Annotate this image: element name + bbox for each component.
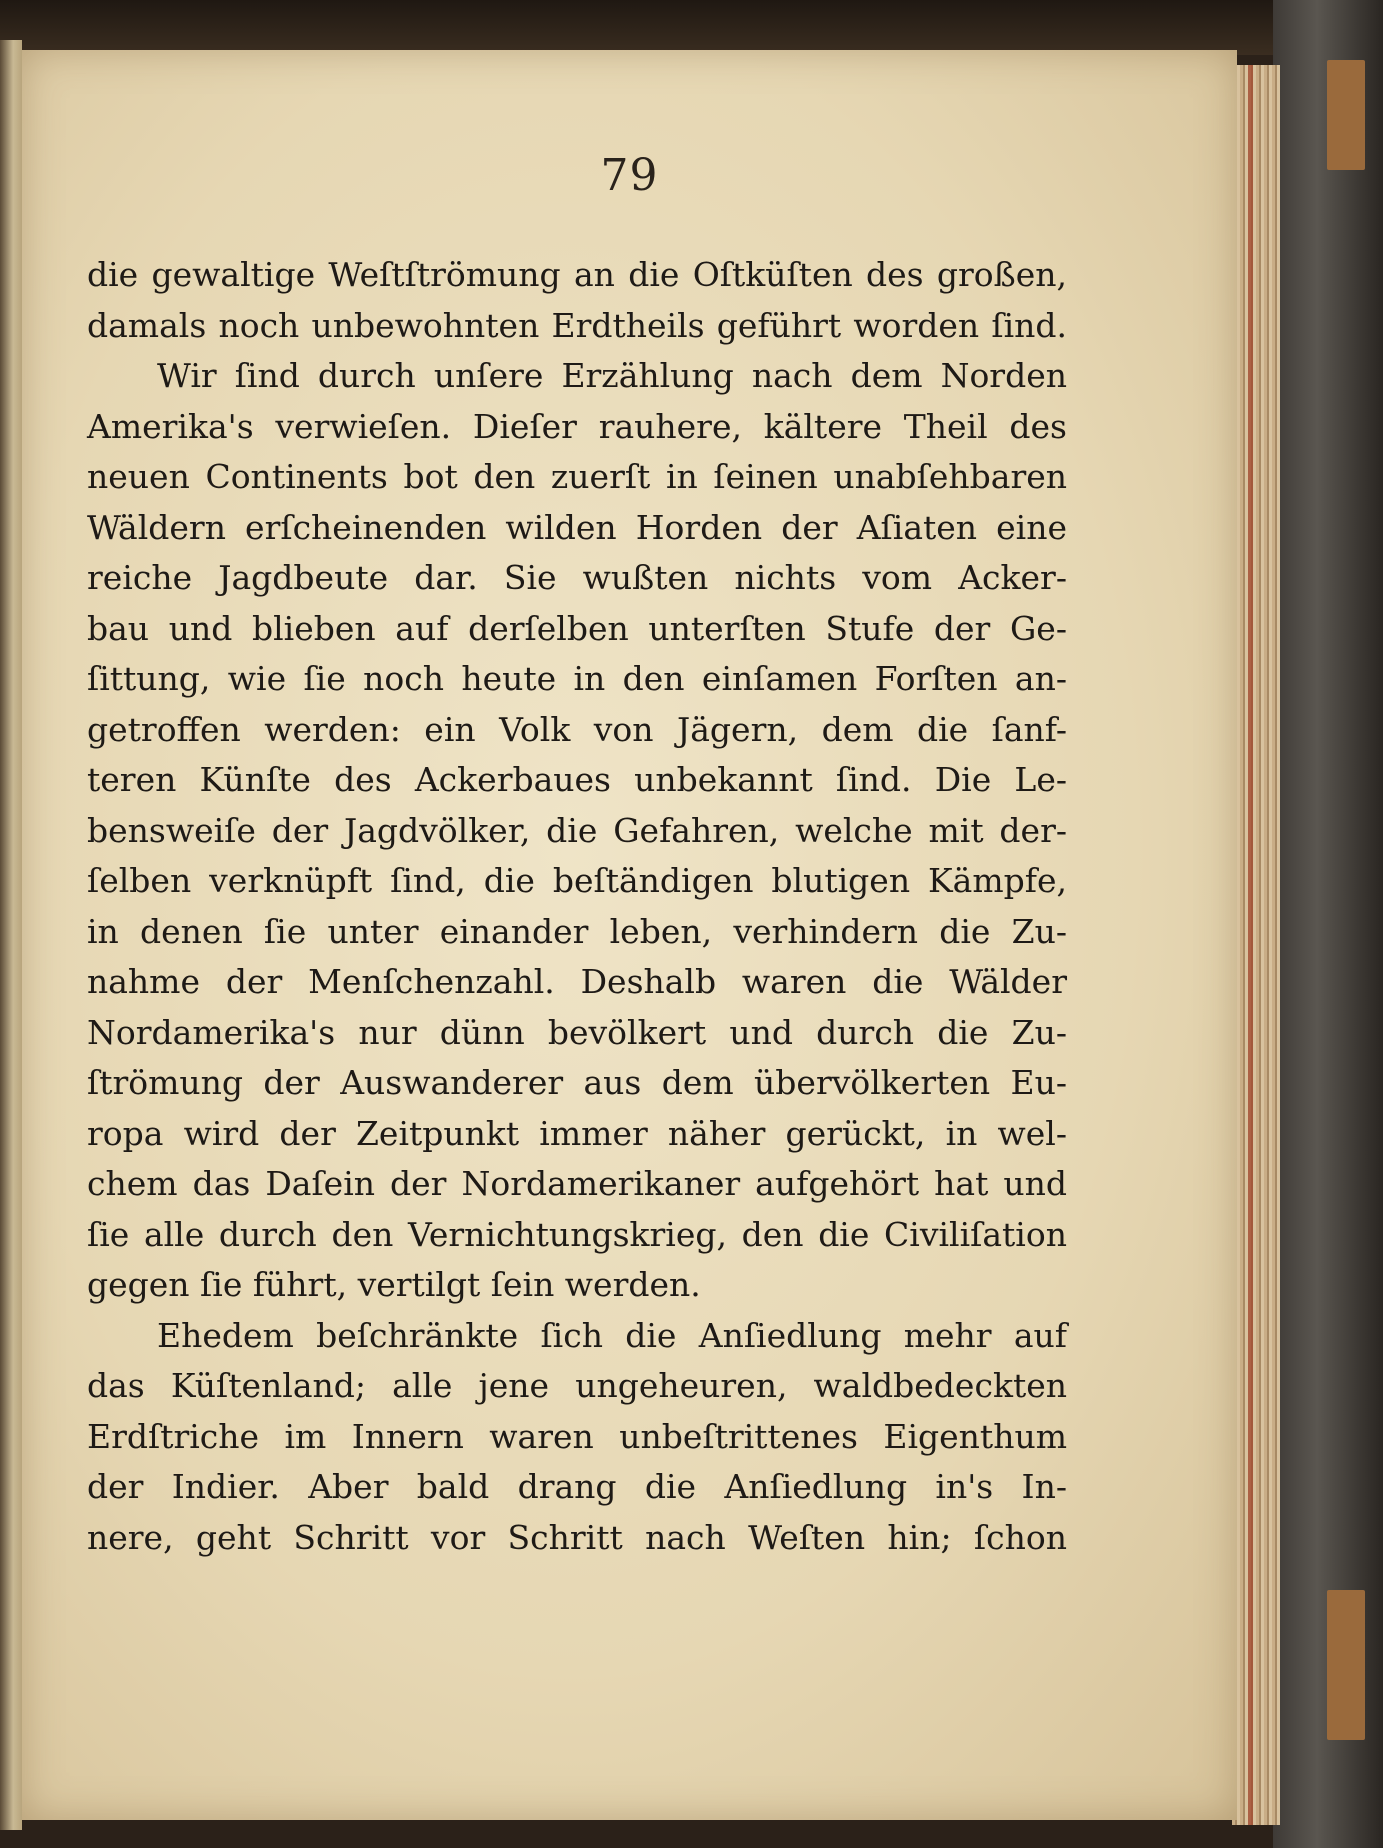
text-line: das Küſtenland; alle jene ungeheuren, waldbedeckten	[87, 1366, 1067, 1405]
text-line: teren Künſte des Ackerbaues unbekannt ſind. Die Le-	[87, 760, 1067, 799]
text-line: nahme der Menſchenzahl. Deshalb waren die Wälder	[87, 962, 1067, 1001]
text-line: in denen ſie unter einander leben, verhindern die Zu-	[87, 911, 1067, 951]
text-line: chem das Daſein der Nordamerikaner aufgehört hat und	[87, 1164, 1067, 1203]
text-line: nere, geht Schritt vor Schritt nach Weſten hin; ſchon	[87, 1517, 1067, 1557]
text-line: gegen ſie führt, vertilgt ſein werden.	[87, 1265, 701, 1304]
text-line: damals noch unbewohnten Erdtheils geführt worden ſind.	[87, 305, 1067, 345]
text-line: Wir ſind durch unſere Erzählung nach dem Norden	[157, 356, 1067, 395]
left-page-edge	[0, 40, 22, 1830]
text-line: bensweiſe der Jagdvölker, die Gefahren, welche mit der-	[87, 810, 1067, 850]
page-stack-edge	[1232, 65, 1280, 1825]
text-line: ſelben verknüpft ſind, die beſtändigen blutigen Kämpfe,	[87, 861, 1067, 900]
text-line: Nordamerika's nur dünn bevölkert und durch die Zu-	[87, 1012, 1067, 1052]
text-line: ſtrömung der Auswanderer aus dem übervölkerten Eu-	[87, 1063, 1067, 1102]
text-line: die gewaltige Weſtſtrömung an die Oſtküſten des großen,	[87, 255, 1067, 294]
text-line: ſittung, wie ſie noch heute in den einſamen Forſten an-	[87, 659, 1067, 698]
text-line: Amerika's verwieſen. Dieſer rauhere, kältere Theil des	[87, 406, 1067, 446]
leather-corner-bottom	[1327, 1590, 1365, 1740]
text-line: bau und blieben auf derſelben unterſten Stufe der Ge-	[87, 608, 1067, 648]
text-line: reiche Jagdbeute dar. Sie wußten nichts vom Acker-	[87, 558, 1067, 597]
text-line: ropa wird der Zeitpunkt immer näher gerückt, in wel-	[87, 1113, 1067, 1153]
page-number: 79	[600, 150, 659, 201]
text-line: ſie alle durch den Vernichtungskrieg, den die Civiliſation	[87, 1214, 1067, 1254]
book-cover-top	[0, 0, 1383, 55]
red-page-edge	[1248, 65, 1253, 1825]
text-line: Wäldern erſcheinenden wilden Horden der Aſiaten eine	[87, 507, 1067, 547]
book-page	[22, 50, 1237, 1820]
book-cover-right	[1273, 0, 1383, 1848]
leather-corner-top	[1327, 60, 1365, 170]
text-line: neuen Continents bot den zuerſt in ſeinen unabſehbaren	[87, 457, 1067, 496]
text-line: der Indier. Aber bald drang die Anſiedlung in's In-	[87, 1467, 1067, 1506]
text-line: getroffen werden: ein Volk von Jägern, dem die ſanf-	[87, 709, 1067, 749]
text-line: Ehedem beſchränkte ſich die Anſiedlung mehr auf	[157, 1315, 1067, 1355]
text-block	[87, 250, 1067, 1563]
text-line: Erdſtriche im Innern waren unbeſtrittenes Eigenthum	[87, 1416, 1067, 1456]
